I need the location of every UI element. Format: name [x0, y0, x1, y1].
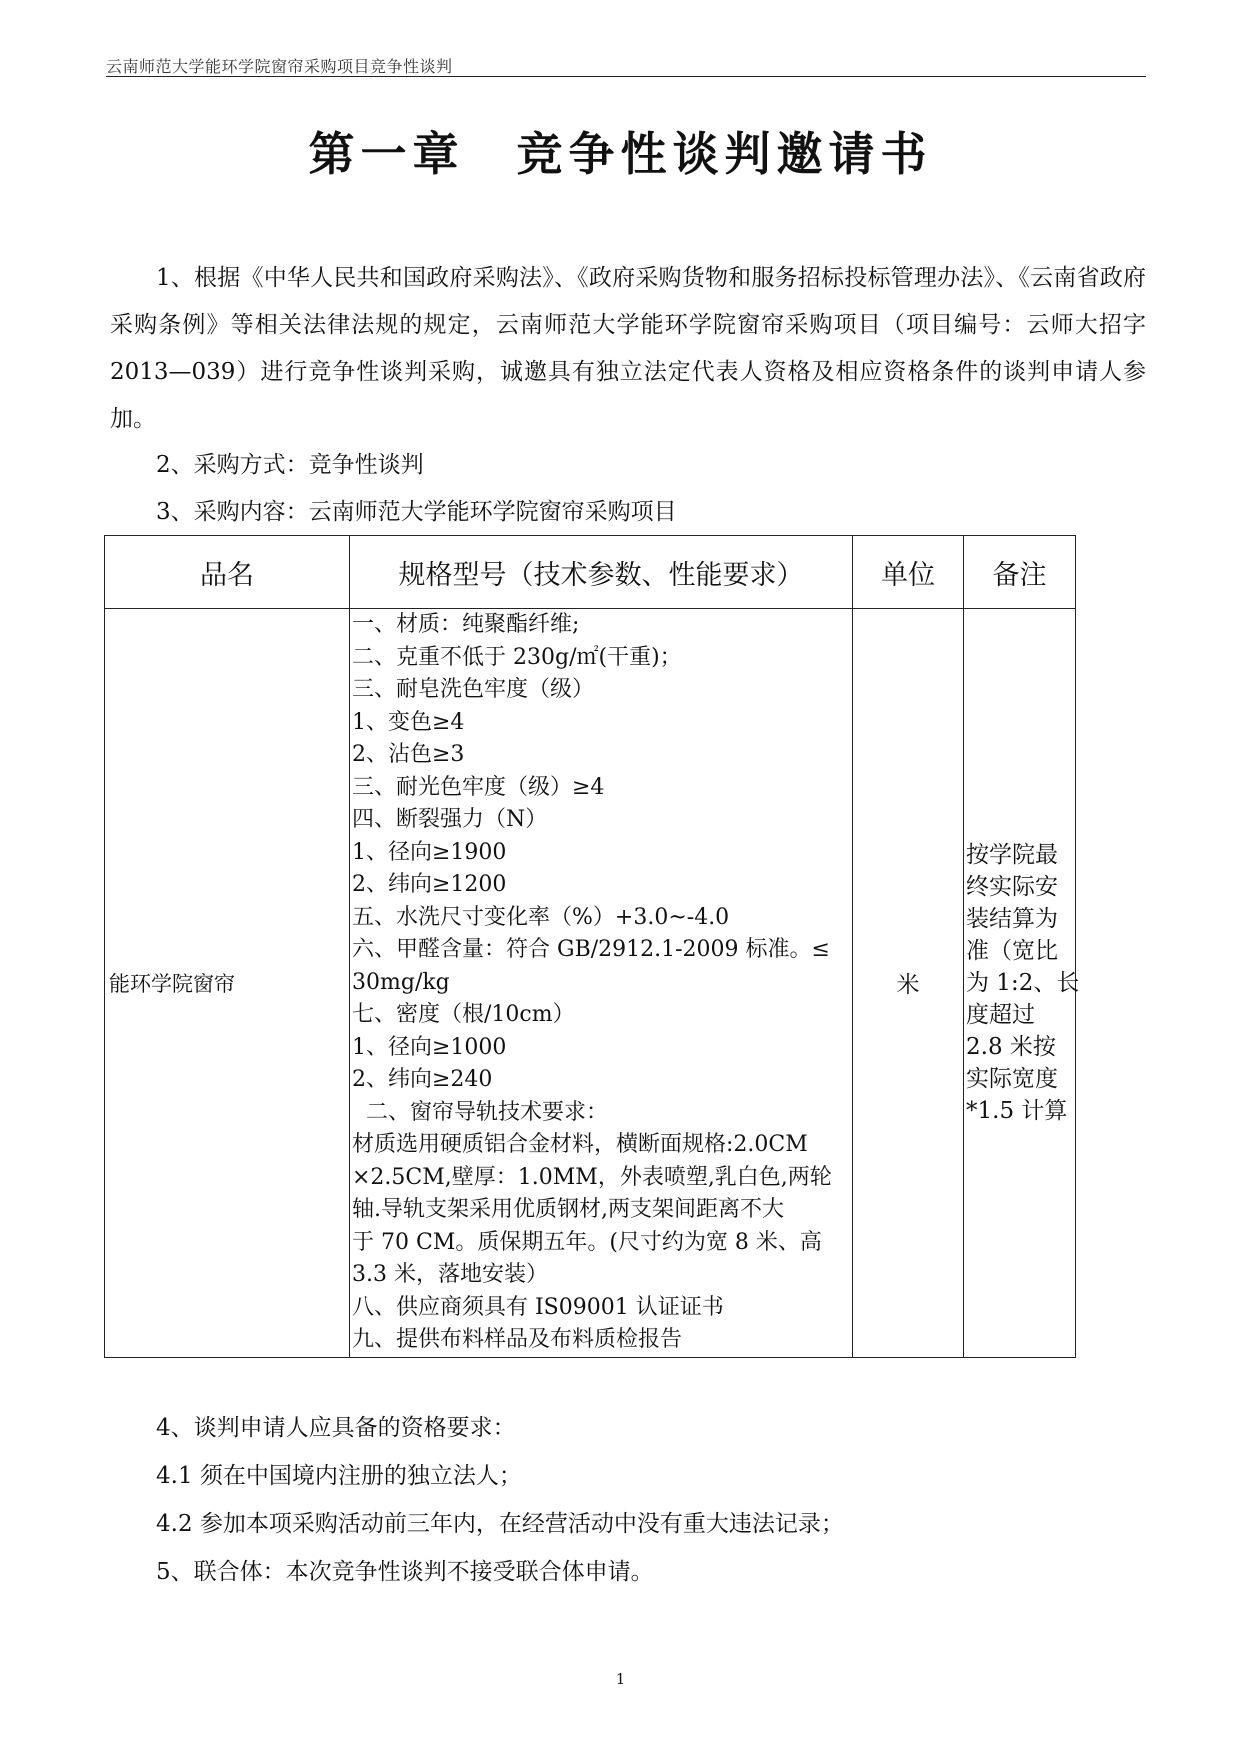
spec-line: 九、提供布料样品及布料质检报告	[352, 1327, 683, 1352]
spec-line: 一、材质：纯聚酯纤维;	[352, 612, 580, 637]
spec-line: 材质选用硬质铝合金材料，横断面规格:2.0CM	[352, 1132, 808, 1157]
remark-line: 准（宽比	[966, 937, 1058, 964]
paragraph-3: 3、采购内容：云南师范大学能环学院窗帘采购项目	[156, 499, 677, 525]
table-row	[105, 609, 1076, 1358]
spec-line: 1、变色≥4	[352, 709, 465, 735]
spec-line: 1、径向≥1900	[352, 839, 507, 865]
spec-line: 五、水洗尺寸变化率（%）+3.0~-4.0	[352, 904, 730, 930]
remark-line: 按学院最	[966, 841, 1058, 868]
remark-cell	[964, 609, 1080, 1358]
table-header-row	[105, 536, 1076, 609]
spec-line: 30mg/kg	[352, 969, 450, 995]
paragraph-4-2: 4.2 参加本项采购活动前三年内，在经营活动中没有重大违法记录；	[156, 1511, 844, 1537]
spec-line: 2、纬向≥240	[352, 1067, 493, 1092]
spec-line: 三、耐光色牢度（级）≥4	[352, 774, 605, 800]
remark-line: 装结算为	[966, 905, 1058, 932]
header-spec: 规格型号（技术参数、性能要求）	[350, 536, 853, 609]
chapter-title: 竞争性谈判邀请书	[516, 127, 933, 181]
remark-line: 终实际安	[966, 873, 1058, 900]
paragraph-1: 1、根据《中华人民共和国政府采购法》、《政府采购货物和服务招标投标管理办法》、《云南省政府采购条例》等相关法律法规的规定，云南师范大学能环学院窗帘采购项目（项目编号：云师大招字 2013—039）进行竞争性谈判采购，诚邀具有独立法定代表人资格及相应资格条件的谈判申请人参加。	[110, 265, 1146, 432]
header-item-name: 品名	[105, 536, 350, 609]
remark-line: 2.8 米按	[966, 1033, 1056, 1060]
header-unit: 单位	[853, 536, 964, 609]
spec-line: 于 70 CM。质保期五年。(尺寸约为宽 8 米、高	[352, 1229, 822, 1255]
spec-line: 2、纬向≥1200	[352, 872, 507, 897]
spec-line: 三、耐皂洗色牢度（级）	[352, 677, 595, 702]
running-header	[106, 52, 1146, 77]
spec-line: 四、断裂强力（N）	[352, 807, 548, 832]
unit-cell: 米	[853, 609, 964, 1358]
paragraph-4-1: 4.1 须在中国境内注册的独立法人；	[156, 1463, 522, 1489]
header-text: 云南师范大学能环学院窗帘采购项目竞争性谈判	[106, 57, 453, 76]
paragraph-4: 4、谈判申请人应具备的资格要求：	[156, 1415, 516, 1441]
page-number: 1	[615, 1670, 626, 1688]
spec-line: 3.3 米，落地安装）	[352, 1262, 548, 1287]
remark-line: *1.5 计算	[966, 1097, 1068, 1124]
spec-line: 二、克重不低于 230g/㎡(干重)；	[352, 644, 682, 670]
spec-cell	[350, 609, 853, 1358]
spec-line: 二、窗帘导轨技术要求：	[352, 1099, 608, 1125]
spec-line: 轴.导轨支架采用优质钢材,两支架间距离不大	[352, 1197, 784, 1222]
paragraph-2: 2、采购方式：竞争性谈判	[156, 452, 424, 478]
chapter-label: 第一章	[308, 127, 465, 181]
spec-line: 八、供应商须具有 IS09001 认证证书	[352, 1294, 724, 1320]
page-title	[0, 118, 1241, 184]
remark-line: 为 1:2、长	[966, 969, 1080, 996]
paragraph-5: 5、联合体：本次竞争性谈判不接受联合体申请。	[156, 1559, 654, 1585]
remark-line: 度超过	[966, 1001, 1035, 1028]
remark-line: 实际宽度	[966, 1065, 1058, 1092]
header-remark: 备注	[964, 536, 1076, 609]
spec-line: 2、沾色≥3	[352, 742, 465, 767]
spec-line: 七、密度（根/10cm）	[352, 1002, 575, 1027]
spec-line: 1、径向≥1000	[352, 1034, 507, 1060]
spec-line: ×2.5CM,壁厚：1.0MM，外表喷塑,乳白色,两轮	[352, 1164, 832, 1190]
procurement-table	[104, 535, 1080, 1358]
spec-line: 六、甲醛含量：符合 GB/2912.1-2009 标准。≤	[352, 937, 830, 962]
item-name-cell: 能环学院窗帘	[105, 609, 350, 1358]
